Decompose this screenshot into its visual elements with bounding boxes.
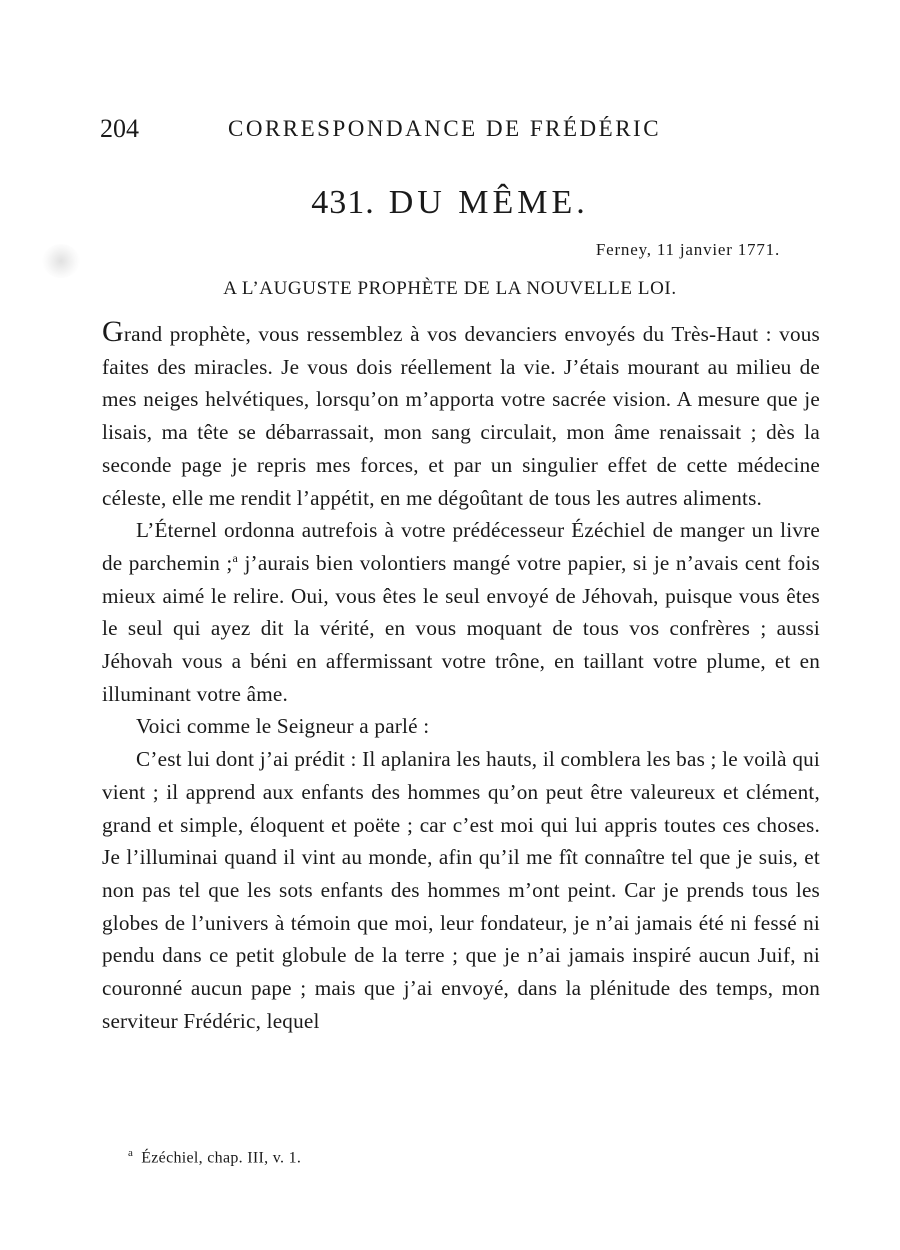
paragraph-2 — [102, 514, 820, 710]
addressee: A L’AUGUSTE PROPHÈTE DE LA NOUVELLE LOI. — [223, 278, 677, 299]
letter-number: 431. — [311, 184, 375, 221]
paragraph-3: Voici comme le Seigneur a parlé : — [136, 714, 430, 739]
footnote-text: Ézéchiel, chap. III, v. 1. — [141, 1149, 302, 1167]
paragraph-4: C’est lui dont j’ai prédit : Il aplanira les hauts, il comblera les bas ; le voilà qui vient ; il apprend aux enfants des hommes qu’on peut être valeureux et clément, grand et simple, éloquent et poëte ; car c’est moi qui lui appris toutes ces choses. Je l’illuminai quand il vint au monde, afin qu’il me fît connaître tel que je suis, et non pas tel que les sots enfants des hommes m’ont peint. Car je prends tous les globes de l’univers à témoin que moi, leur fondateur, je n’ai jamais été ni fessé ni pendu dans ce petit globule de la terre ; que je n’ai jamais inspiré aucun Juif, ni couronné aucun pape ; mais que j’ai envoyé, dans la plénitude des temps, mon serviteur Frédéric, lequel — [102, 747, 820, 1033]
letter-title — [0, 184, 900, 222]
paragraph-2-text-b: j’aurais bien volontiers mangé votre papier, si je n’avais cent fois mieux aimé le relire. Oui, vous êtes le seul envoyé de Jéhovah, puisque vous êtes le seul qui ayez dit la vérité, en vous moquant de tous vos confrères ; aussi Jéhovah vous a béni en affermissant votre trône, en taillant votre plume, et en illuminant votre âme. — [102, 550, 820, 706]
paragraph-2-text-a: L’Éternel ordonna autrefois à votre prédécesseur Ézéchiel de manger un livre de parchemin ; — [102, 518, 820, 575]
paragraph-1 — [102, 315, 820, 514]
paper-stain — [42, 244, 80, 278]
footnote-mark: a — [128, 1147, 134, 1159]
letter-body — [102, 315, 820, 1037]
footnote-reference[interactable]: a — [232, 550, 239, 565]
running-head: CORRESPONDANCE DE FRÉDÉRIC — [228, 116, 662, 141]
page-number: 204 — [100, 114, 139, 143]
dateline: Ferney, 11 janvier 1771. — [595, 240, 780, 259]
footnote — [128, 1147, 301, 1167]
paragraph-1-text: rand prophète, vous ressemblez à vos devanciers envoyés du Très-Haut : vous faites des miracles. Je vous dois réellement la vie. J’étais mourant au milieu de mes neiges helvétiques, lorsqu’on m’apporta votre sacrée vision. A mesure que je lisais, ma tête se débarrassait, mon sang circulait, mon âme renaissait ; dès la seconde page je repris mes forces, et par un singulier effet de cette médecine céleste, elle me rendit l’appétit, en me dégoûtant de tous les autres aliments. — [102, 322, 820, 510]
letter-heading: DU MÊME. — [388, 184, 589, 221]
page-header — [100, 112, 820, 148]
drop-cap: G — [102, 315, 124, 348]
